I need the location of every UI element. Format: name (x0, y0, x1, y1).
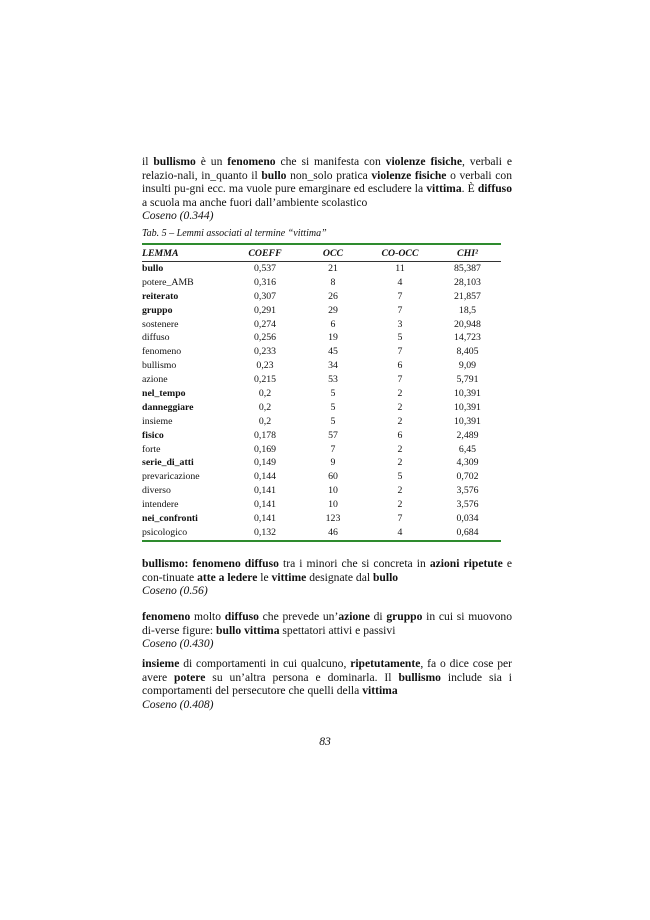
cell-occ: 21 (328, 262, 338, 274)
bold-term: gruppo (386, 610, 423, 623)
coseno-3: Coseno (0.430) (142, 637, 214, 651)
table-row (142, 318, 501, 332)
table-row (142, 359, 501, 373)
cell-coocc: 5 (397, 471, 403, 483)
bold-term: vittima (362, 684, 398, 698)
bold-term: violenze fisiche (371, 168, 447, 182)
bold-term: fenomeno (142, 610, 191, 623)
cell-coocc: 3 (397, 318, 403, 330)
cell-occ: 29 (328, 304, 338, 316)
table-row (142, 276, 501, 290)
coseno-1: Coseno (0.344) (142, 209, 214, 223)
cell-coeff: 0,2 (258, 387, 272, 399)
cell-coeff: 0,2 (258, 401, 272, 413)
paragraph-4 (142, 657, 512, 698)
cell-chi: 8,405 (456, 346, 479, 358)
text-segment: che prevede un’ (258, 610, 339, 623)
cell-lemma: sostenere (142, 318, 179, 330)
cell-occ: 10 (328, 485, 338, 497)
table-row (142, 512, 501, 526)
text-segment: le (257, 570, 272, 584)
cell-chi: 9,09 (458, 360, 477, 372)
cell-coocc: 2 (397, 387, 403, 399)
bold-term: potere (174, 670, 206, 684)
cell-coocc: 2 (397, 443, 403, 455)
cell-lemma: diffuso (142, 332, 170, 344)
cell-coocc: 2 (397, 457, 403, 469)
text-segment: molto (190, 610, 225, 623)
cell-chi: 4,309 (456, 457, 479, 469)
table-row (142, 470, 501, 484)
cell-chi: 2,489 (456, 429, 479, 441)
bold-term: azione (338, 610, 370, 623)
cell-coeff: 0,141 (253, 485, 277, 497)
cell-occ: 6 (330, 318, 336, 330)
table-row (142, 498, 501, 512)
cell-coocc: 6 (397, 360, 403, 372)
cell-coeff: 0,291 (253, 304, 277, 316)
cell-coeff: 0,132 (253, 526, 277, 538)
cell-coocc: 7 (397, 346, 403, 358)
cell-chi: 10,391 (454, 415, 481, 427)
table-row (142, 373, 501, 387)
cell-lemma: intendere (142, 499, 179, 511)
bold-term: bullo (261, 168, 287, 182)
cell-lemma: psicologico (142, 526, 188, 538)
cell-coeff: 0,256 (253, 332, 277, 344)
cell-occ: 10 (328, 499, 338, 511)
cell-occ: 7 (330, 443, 336, 455)
text-segment: tra i minori che si concreta in (278, 557, 430, 570)
cell-lemma: reiterato (142, 290, 179, 302)
text-segment: in cui si muovono di-verse figure: (142, 610, 512, 637)
coseno-2: Coseno (0.56) (142, 584, 208, 598)
text-segment: a scuola ma anche fuori dall’ambiente scolastico (142, 195, 368, 209)
cell-occ: 5 (330, 415, 336, 427)
bold-term: fenomeno (227, 155, 276, 168)
cell-coeff: 0,316 (253, 276, 277, 288)
cell-coeff: 0,141 (253, 499, 277, 511)
text-segment: spettatori attivi e passivi (279, 623, 396, 637)
page-number: 83 (319, 735, 331, 748)
bold-term: diffuso (477, 182, 512, 196)
cell-coeff: 0,215 (253, 374, 277, 386)
cell-lemma: forte (142, 443, 161, 455)
cell-coeff: 0,149 (253, 457, 277, 469)
paragraph-3 (142, 610, 512, 637)
cell-coocc: 2 (397, 485, 403, 497)
cell-chi: 85,387 (454, 262, 481, 274)
text-segment: . È (461, 182, 478, 196)
table-row (142, 415, 501, 429)
paragraph-4-block (142, 657, 512, 711)
cell-occ: 5 (330, 387, 336, 399)
table-row (142, 456, 501, 470)
bold-term: vittima (426, 182, 462, 196)
bold-term: insieme (142, 657, 180, 670)
cell-lemma: bullo (142, 262, 164, 274)
cell-coeff: 0,274 (253, 318, 277, 330)
table-row (142, 484, 501, 498)
cell-coocc: 2 (397, 415, 403, 427)
table-row (142, 262, 501, 276)
bold-term: bullismo: fenomeno diffuso (142, 557, 279, 570)
cell-lemma: azione (142, 374, 168, 386)
cell-lemma: bullismo (142, 360, 177, 372)
cell-chi: 14,723 (454, 332, 481, 344)
cell-lemma: prevaricazione (142, 471, 200, 483)
table-row (142, 290, 501, 304)
cell-occ: 26 (328, 290, 338, 302)
cell-coocc: 7 (397, 374, 403, 386)
header-chi: CHI² (434, 244, 501, 262)
bold-term: ripetutamente (350, 657, 421, 670)
coseno-4: Coseno (0.408) (142, 697, 214, 711)
text-segment: il (142, 155, 154, 168)
cell-chi: 0,034 (456, 512, 479, 524)
cell-coeff: 0,178 (253, 429, 277, 441)
paragraph-3-block (142, 610, 512, 651)
text-segment: include sia i comportamenti del persecutore che quelli della (142, 670, 512, 698)
bold-term: diffuso (224, 610, 259, 623)
cell-coeff: 0,2 (258, 415, 272, 427)
text-segment: è un (195, 155, 228, 168)
cell-occ: 57 (328, 429, 338, 441)
table-row (142, 304, 501, 318)
cell-coeff: 0,537 (253, 262, 277, 274)
cell-coeff: 0,307 (253, 290, 277, 302)
cell-occ: 53 (328, 374, 338, 386)
lemmi-table (142, 243, 501, 542)
header-co-occ: CO-OCC (366, 244, 434, 262)
cell-chi: 0,684 (456, 526, 479, 538)
cell-chi: 10,391 (454, 401, 481, 413)
cell-chi: 5,791 (456, 374, 479, 386)
cell-coocc: 11 (395, 262, 405, 274)
text-segment: di comportamenti in cui qualcuno, (179, 657, 351, 670)
table-row (142, 429, 501, 443)
cell-chi: 10,391 (454, 387, 481, 399)
cell-coocc: 6 (397, 429, 403, 441)
cell-coocc: 2 (397, 499, 403, 511)
bold-term: bullo (372, 570, 399, 584)
cell-coocc: 4 (397, 526, 403, 538)
cell-coeff: 0,233 (253, 346, 277, 358)
cell-lemma: fenomeno (142, 346, 182, 358)
cell-coeff: 0,23 (256, 360, 274, 372)
cell-occ: 5 (330, 401, 336, 413)
table-body (142, 262, 501, 541)
cell-lemma: insieme (142, 415, 173, 427)
cell-coeff: 0,169 (253, 443, 277, 455)
table-row (142, 443, 501, 457)
text-segment: , verbali e relazio-nali, in_quanto il (142, 155, 513, 182)
cell-occ: 34 (328, 360, 338, 372)
text-segment: su un’altra persona e dominarla. Il (205, 670, 399, 684)
cell-lemma: potere_AMB (142, 276, 194, 288)
table-row (142, 345, 501, 359)
cell-chi: 21,857 (454, 290, 481, 302)
cell-lemma: nei_confronti (142, 512, 198, 524)
cell-chi: 6,45 (458, 443, 477, 455)
cell-occ: 9 (330, 457, 336, 469)
header-coeff: COEFF (230, 244, 300, 262)
cell-occ: 8 (330, 276, 336, 288)
paragraph-2-block (142, 557, 512, 598)
header-occ: OCC (300, 244, 366, 262)
cell-coeff: 0,144 (253, 471, 277, 483)
cell-lemma: danneggiare (142, 401, 194, 413)
cell-coocc: 5 (397, 332, 403, 344)
text-segment: designate dal (306, 570, 373, 584)
paragraph-1-block (142, 155, 512, 223)
bold-term: bullismo (153, 155, 196, 168)
cell-chi: 3,576 (456, 499, 479, 511)
cell-chi: 0,702 (456, 471, 479, 483)
bold-term: azioni ripetute (429, 557, 503, 570)
cell-chi: 18,5 (458, 304, 477, 316)
paragraph-1 (142, 155, 512, 209)
bold-term: vittime (271, 570, 307, 584)
text-segment: o verbali con insulti pu-gni ecc. ma vuole pure emarginare ed escludere la (142, 168, 513, 196)
cell-coocc: 2 (397, 401, 403, 413)
cell-lemma: serie_di_atti (142, 457, 194, 469)
cell-lemma: gruppo (142, 304, 173, 316)
cell-chi: 28,103 (454, 276, 481, 288)
cell-lemma: fisico (142, 429, 164, 441)
cell-chi: 3,576 (456, 485, 479, 497)
cell-lemma: nel_tempo (142, 387, 186, 399)
text-segment: che si manifesta con (275, 155, 386, 168)
text-segment: di (369, 610, 387, 623)
table-row (142, 401, 501, 415)
table-caption: Tab. 5 – Lemmi associati al termine “vittima” (142, 228, 327, 239)
cell-lemma: diverso (142, 485, 171, 497)
cell-chi: 20,948 (454, 318, 481, 330)
bold-term: bullo vittima (216, 623, 280, 637)
text-segment: , fa o dice cose per avere (142, 657, 512, 684)
cell-occ: 60 (328, 471, 338, 483)
table-row (142, 526, 501, 541)
cell-coocc: 4 (397, 276, 403, 288)
cell-coocc: 7 (397, 290, 403, 302)
text-segment: non_solo pratica (286, 168, 372, 182)
table-row (142, 387, 501, 401)
table-header-row (142, 244, 501, 262)
text-segment: e con-tinuate (142, 557, 512, 584)
cell-occ: 19 (328, 332, 338, 344)
bold-term: atte a ledere (197, 570, 258, 584)
header-lemma: LEMMA (142, 244, 230, 262)
bold-term: bullismo (398, 670, 441, 684)
cell-occ: 46 (328, 526, 338, 538)
cell-coocc: 7 (397, 304, 403, 316)
paragraph-2 (142, 557, 512, 584)
cell-coeff: 0,141 (253, 512, 277, 524)
cell-occ: 123 (325, 512, 341, 524)
bold-term: violenze fisiche (385, 155, 463, 168)
cell-occ: 45 (328, 346, 338, 358)
table-row (142, 331, 501, 345)
cell-coocc: 7 (397, 512, 403, 524)
